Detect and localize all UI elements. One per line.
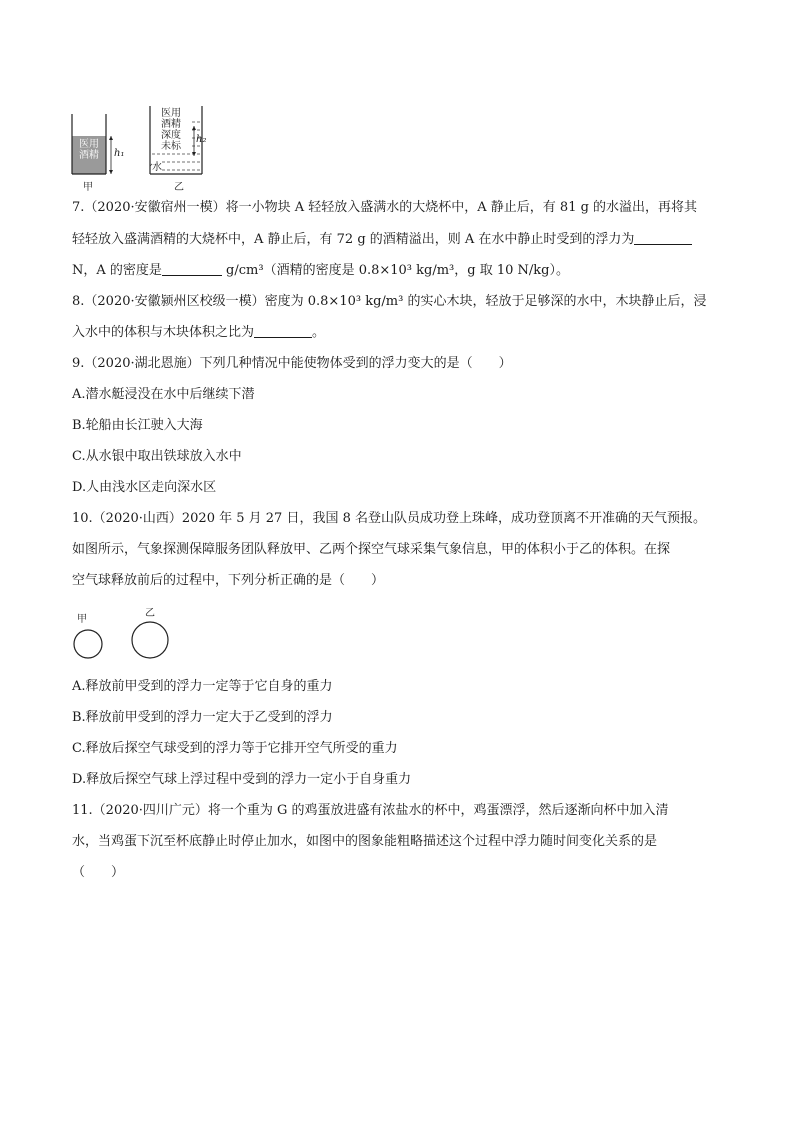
q10-line-2: 如图所示，气象探测保障服务团队释放甲、乙两个探空气球采集气象信息，甲的体积小于乙的体积。在探 <box>72 542 671 557</box>
left-cup-h-label: h₁ <box>114 148 125 159</box>
q10-option-a[interactable]: A.释放前甲受到的浮力一定等于它自身的重力 <box>72 679 333 694</box>
q8-line-1: 8.（2020·安徽颍州区校级一模）密度为 0.8×10³ kg/m³ 的实心木块，轻放于足够深的水中，木块静止后，浸 <box>72 294 707 309</box>
right-cup-label: 医用 酒精 深度 未标 <box>152 108 190 152</box>
q7-line-2 <box>72 230 692 250</box>
balloon-a-circle <box>74 630 102 658</box>
q8-line-2b-text: 。 <box>312 325 326 340</box>
right-cup-water-label: 水 <box>152 158 162 173</box>
balloon-diagram <box>68 604 178 664</box>
q7-line-1: 7.（2020·安徽宿州一模）将一小物块 A 轻轻放入盛满水的大烧杯中，A 静止后，有 81 g 的水溢出，再将其 <box>72 200 698 215</box>
right-cup-caption: 乙 <box>174 182 184 193</box>
q9-option-c[interactable]: C.从水银中取出铁球放入水中 <box>72 449 242 464</box>
q7-line-2-text: 轻轻放入盛满酒精的大烧杯中，A 静止后，有 72 g 的酒精溢出，则 A 在水中静止时受到的浮力为 <box>72 232 635 247</box>
q9-option-b[interactable]: B.轮船由长江驶入大海 <box>72 418 203 433</box>
balloon-a-label: 甲 <box>77 614 87 625</box>
q7-line-3b-text: g/cm³（酒精的密度是 0.8×10³ kg/m³，g 取 10 N/kg）。 <box>226 263 569 278</box>
q10-line-3: 空气球释放前后的过程中，下列分析正确的是（ ） <box>72 573 385 588</box>
q11-line-3: （ ） <box>72 865 125 880</box>
q7-answer-blank-1[interactable] <box>634 230 692 245</box>
q11-line-2: 水，当鸡蛋下沉至杯底静止时停止加水，如图中的图象能粗略描述这个过程中浮力随时间变化关系的是 <box>72 834 658 849</box>
cup-figure <box>68 100 218 192</box>
left-cup-label: 医用 酒精 <box>79 139 99 161</box>
q8-line-2 <box>72 323 325 343</box>
q10-option-d[interactable]: D.释放后探空气球上浮过程中受到的浮力一定小于自身重力 <box>72 772 412 787</box>
q7-answer-blank-2[interactable] <box>162 261 222 276</box>
balloon-b-circle <box>132 622 168 658</box>
q9-stem: 9.（2020·湖北恩施）下列几种情况中能使物体受到的浮力变大的是（ ） <box>72 356 512 371</box>
q11-line-1: 11.（2020·四川广元）将一个重为 G 的鸡蛋放进盛有浓盐水的杯中，鸡蛋漂浮，然后逐渐向杯中加入清 <box>72 803 669 818</box>
balloon-figure <box>68 604 178 664</box>
q7-line-3 <box>72 261 569 281</box>
q9-option-a[interactable]: A.潜水艇浸没在水中后继续下潜 <box>72 387 255 402</box>
balloon-b-label: 乙 <box>145 608 155 619</box>
q10-option-c[interactable]: C.释放后探空气球受到的浮力等于它排开空气所受的重力 <box>72 741 398 756</box>
q10-option-b[interactable]: B.释放前甲受到的浮力一定大于乙受到的浮力 <box>72 710 333 725</box>
q10-line-1: 10.（2020·山西）2020 年 5 月 27 日，我国 8 名登山队员成功登上珠峰，成功登顶离不开准确的天气预报。 <box>72 511 706 526</box>
q7-line-3a-text: N，A 的密度是 <box>72 263 162 278</box>
left-cup-caption: 甲 <box>83 182 93 193</box>
q9-option-d[interactable]: D.人由浅水区走向深水区 <box>72 480 217 495</box>
right-cup-h-label: h₂ <box>196 134 207 145</box>
q8-line-2a-text: 入水中的体积与木块体积之比为 <box>72 325 255 340</box>
q8-answer-blank[interactable] <box>254 323 312 338</box>
